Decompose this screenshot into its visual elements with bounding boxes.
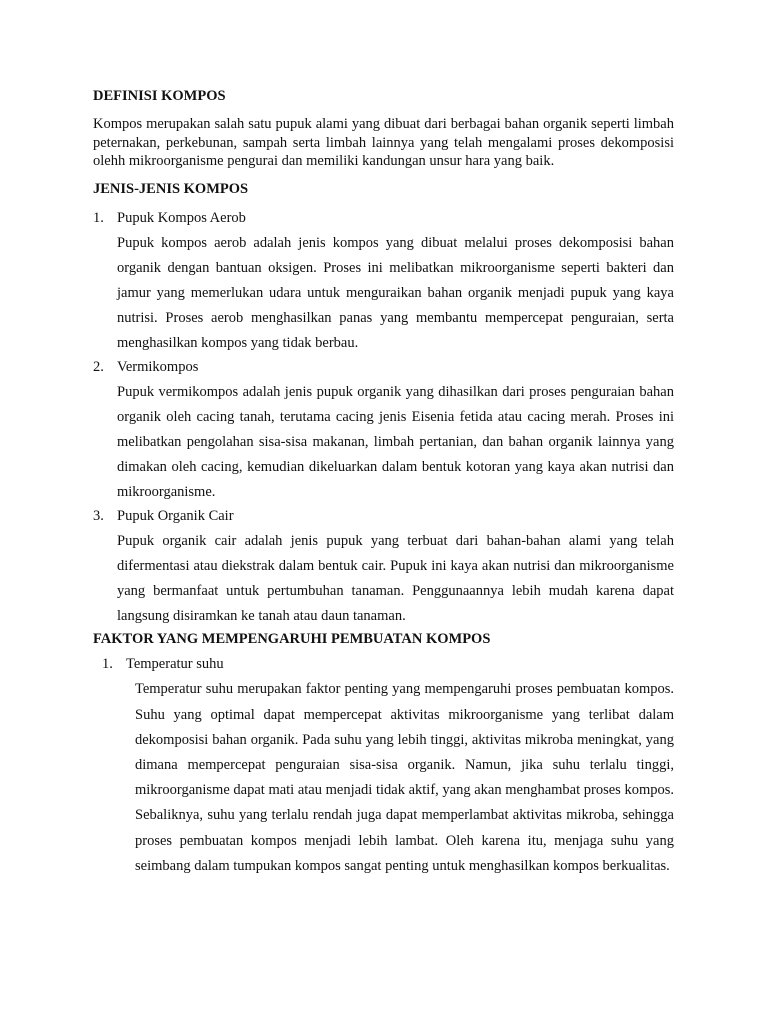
list-number: 1. bbox=[102, 656, 113, 673]
list-item-text: Pupuk kompos aerob adalah jenis kompos yang dibuat melalui proses dekomposisi bahan organik dengan bantuan oksigen. Proses ini melibatkan mikroorganisme seperti bakteri dan jamur yang memerlukan udara untuk menguraikan bahan organik menjadi pupuk yang kaya nutrisi. Proses aerob menghasilkan panas yang membantu mempercepat penguraian, serta menghasilkan kompos yang tidak berbau. bbox=[117, 234, 674, 352]
paragraph-definisi: Kompos merupakan salah satu pupuk alami yang dibuat dari berbagai bahan organik seperti limbah peternakan, perkebunan, sampah serta limbah lainnya yang telah mengalami proses dekomposisi olehh mikroorganisme pengurai dan memiliki kandungan unsur hara yang baik. bbox=[93, 116, 674, 169]
heading-jenis: JENIS-JENIS KOMPOS bbox=[93, 180, 249, 197]
list-item-text: Pupuk vermikompos adalah jenis pupuk organik yang dihasilkan dari proses penguraian bahan organik oleh cacing tanah, terutama cacing jenis Eisenia fetida atau cacing merah. Proses ini melibatkan pengolahan sisa-sisa makanan, limbah pertanian, dan bahan organik lainnya yang dimakan oleh cacing, kemudian dikeluarkan dalam bentuk kotoran yang kaya akan nutrisi dan mikroorganisme. bbox=[117, 383, 674, 501]
heading-definisi: DEFINISI KOMPOS bbox=[93, 88, 226, 104]
list-number: 1. bbox=[93, 209, 104, 226]
list-item bbox=[93, 357, 674, 506]
list-item-title: Pupuk Organik Cair bbox=[117, 507, 234, 524]
list-item-text: Pupuk organik cair adalah jenis pupuk yang terbuat dari bahan-bahan alami yang telah difermentasi atau diekstrak dalam bentuk cair. Pupuk ini kaya akan nutrisi dan mikroorganisme yang bermanfaat untuk pertumbuhan tanaman. Penggunaannya lebih mudah karena dapat langsung disiramkan ke tanah atau daun tanaman. bbox=[117, 532, 674, 625]
list-item-title: Vermikompos bbox=[117, 358, 199, 375]
list-item bbox=[93, 208, 674, 357]
list-item-title: Temperatur suhu bbox=[126, 656, 224, 673]
list-item bbox=[93, 654, 674, 879]
list-number: 3. bbox=[93, 507, 104, 524]
document-page bbox=[93, 86, 674, 879]
heading-faktor: FAKTOR YANG MEMPENGARUHI PEMBUATAN KOMPOS bbox=[93, 631, 491, 648]
list-item-title: Pupuk Kompos Aerob bbox=[117, 209, 246, 226]
list-item-text: Temperatur suhu merupakan faktor penting yang mempengaruhi proses pembuatan kompos. Suhu yang optimal dapat mempercepat aktivitas mikroorganisme yang terlibat dalam dekomposisi bahan organik. Pada suhu yang lebih tinggi, aktivitas mikroba meningkat, yang dimana mempercepat penguraian sisa-sisa organik. Namun, jika suhu terlalu tinggi, mikroorganisme dapat mati atau menjadi tidak aktif, yang akan menghambat proses kompos. Sebaliknya, suhu yang terlalu rendah juga dapat memperlambat aktivitas mikroba, sehingga proses pembuatan kompos menjadi lebih lambat. Oleh karena itu, menjaga suhu yang seimbang dalam tumpukan kompos sangat penting untuk menghasilkan kompos berkualitas. bbox=[135, 681, 674, 874]
list-number: 2. bbox=[93, 358, 104, 375]
list-item bbox=[93, 506, 674, 630]
